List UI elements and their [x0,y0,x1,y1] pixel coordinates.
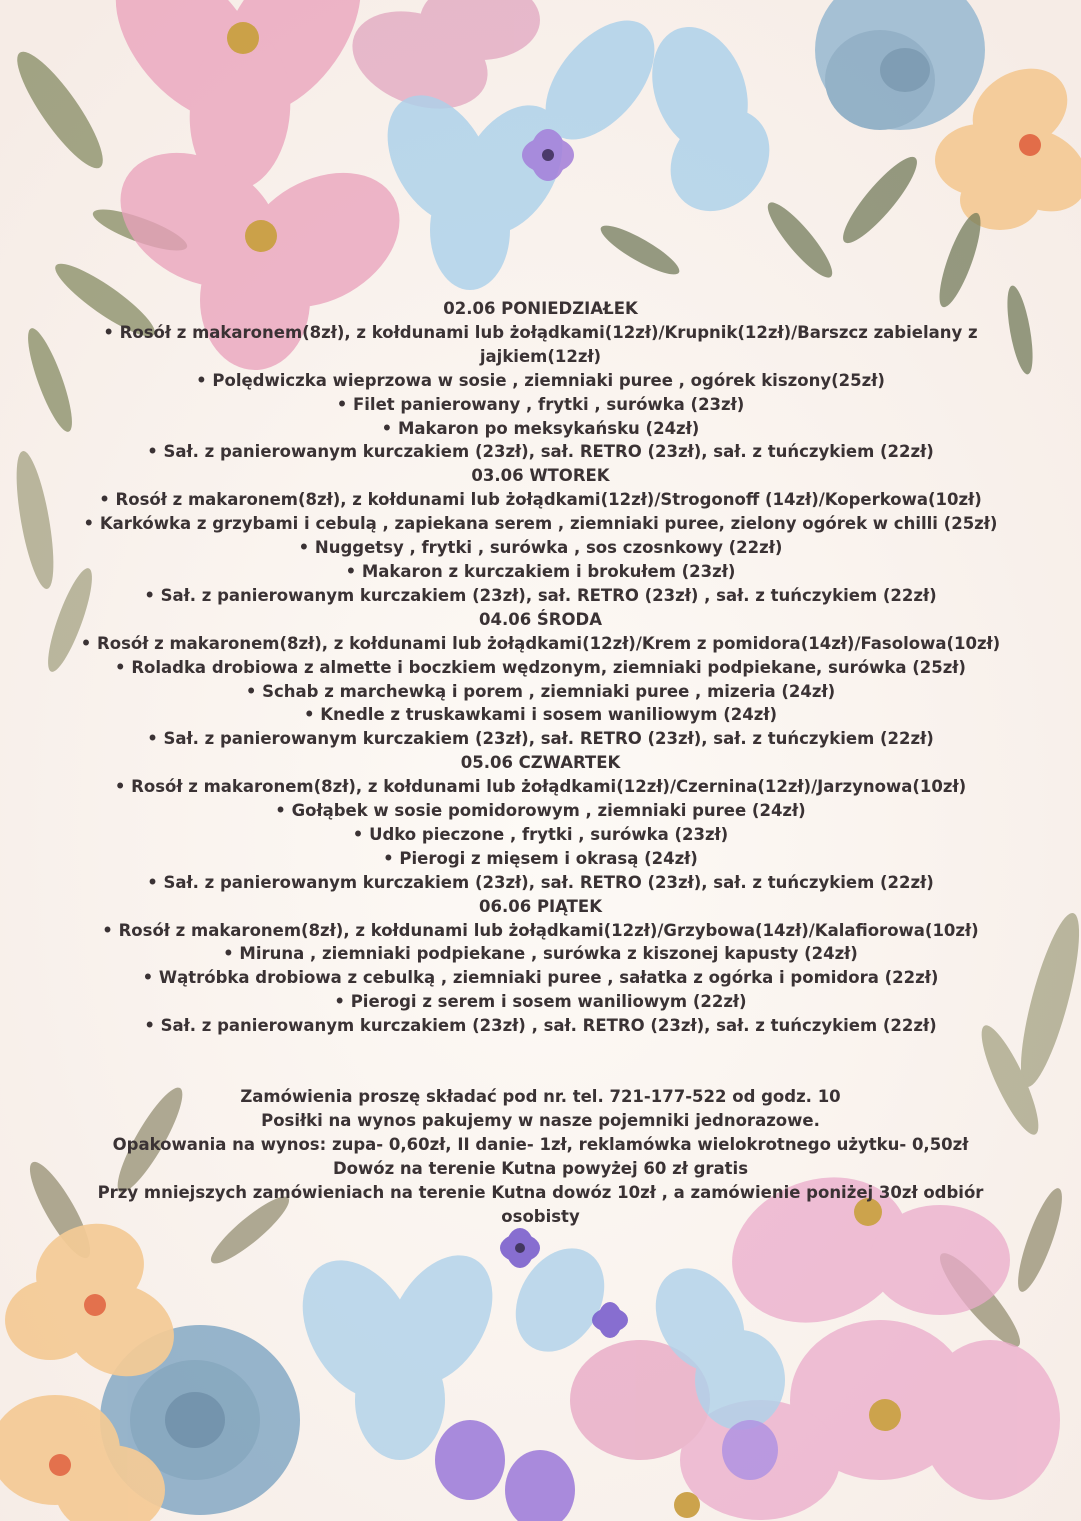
menu-item: • Makaron z kurczakiem i brokułem (23zł) [345,561,736,581]
menu-item: • Sał. z panierowanym kurczakiem (23zł), sał. RETRO (23zł) , sał. z tuńczykiem (22zł) [144,585,937,605]
menu-item: • Rosół z makaronem(8zł), z kołdunami lub żołądkami(12zł)/Krupnik(12zł)/Barszcz zabielany z jajkiem(12zł) [103,322,978,366]
info-packaging-note: Posiłki na wynos pakujemy w nasze pojemniki jednorazowe. [261,1110,820,1130]
menu-item: • Schab z marchewką i porem , ziemniaki puree , mizeria (24zł) [245,681,836,701]
info-packaging-prices: Opakowania na wynos: zupa- 0,60zł, II danie- 1zł, reklamówka wielokrotnego użytku- 0,50zł [112,1134,969,1154]
info-free-delivery: Dowóz na terenie Kutna powyżej 60 zł gratis [332,1158,749,1178]
menu-item: • Sał. z panierowanym kurczakiem (23zł), sał. RETRO (23zł), sał. z tuńczykiem (22zł) [147,442,934,462]
menu-item: • Sał. z panierowanym kurczakiem (23zł), sał. RETRO (23zł), sał. z tuńczykiem (22zł) [147,872,934,892]
day-section-monday [80,297,1001,464]
day-header: 05.06 CZWARTEK [460,753,621,773]
day-section-tuesday [80,464,1001,607]
menu-item: • Filet panierowany , frytki , surówka (23zł) [336,394,745,414]
menu-item: • Wątróbka drobiowa z cebulką , ziemniaki puree , sałatka z ogórka i pomidora (22zł) [142,968,939,988]
menu-item: • Rosół z makaronem(8zł), z kołdunami lub żołądkami(12zł)/Strogonoff (14zł)/Koperkowa(10zł) [99,490,982,510]
day-header: 04.06 ŚRODA [478,609,603,629]
day-header: 06.06 PIĄTEK [479,896,602,916]
menu-item: • Gołąbek w sosie pomidorowym , ziemniaki puree (24zł) [275,801,806,821]
menu-item: • Sał. z panierowanym kurczakiem (23zł) , sał. RETRO (23zł), sał. z tuńczykiem (22zł) [144,1016,937,1036]
info-phone-line: Zamówienia proszę składać pod nr. tel. 721-177-522 od godz. 10 [240,1087,841,1106]
menu-item: • Roladka drobiowa z almette i boczkiem wędzonym, ziemniaki podpiekane, surówka (25zł) [115,657,966,677]
menu-item: • Pierogi z mięsem i okrasą (24zł) [383,848,698,868]
info-delivery-terms: Przy mniejszych zamówieniach na terenie Kutna dowóz 10zł , a zamówienie poniżej 30zł odbiór osobisty [97,1182,984,1226]
day-section-wednesday [80,608,1001,751]
day-header: 03.06 WTOREK [471,466,610,486]
menu-item: • Knedle z truskawkami i sosem waniliowym (24zł) [303,705,778,725]
menu-item: • Nuggetsy , frytki , surówka , sos czosnkowy (22zł) [298,538,783,558]
menu-item: • Udko pieczone , frytki , surówka (23zł) [352,824,729,844]
menu-item: • Rosół z makaronem(8zł), z kołdunami lub żołądkami(12zł)/Krem z pomidora(14zł)/Fasolowa(10zł) [80,633,1001,653]
menu-item: • Polędwiczka wieprzowa w sosie , ziemniaki puree , ogórek kiszony(25zł) [196,370,885,390]
day-section-friday [80,895,1001,1038]
menu-item: • Rosół z makaronem(8zł), z kołdunami lub żołądkami(12zł)/Czernina(12zł)/Jarzynowa(10zł) [114,777,967,797]
ordering-info [80,1085,1001,1228]
day-section-thursday [80,751,1001,894]
menu-item: • Makaron po meksykańsku (24zł) [381,418,700,438]
menu-item: • Karkówka z grzybami i cebulą , zapiekana serem , ziemniaki puree, zielony ogórek w chilli (25zł) [83,514,998,534]
day-header: 02.06 PONIEDZIAŁEK [443,299,638,318]
menu-item: • Rosół z makaronem(8zł), z kołdunami lub żołądkami(12zł)/Grzybowa(14zł)/Kalafiorowa(10zł) [102,920,979,940]
weekly-menu [80,297,1001,1038]
menu-item: • Sał. z panierowanym kurczakiem (23zł), sał. RETRO (23zł), sał. z tuńczykiem (22zł) [147,729,934,749]
menu-item: • Pierogi z serem i sosem waniliowym (22zł) [334,992,747,1012]
menu-item: • Miruna , ziemniaki podpiekane , surówka z kiszonej kapusty (24zł) [223,944,858,964]
